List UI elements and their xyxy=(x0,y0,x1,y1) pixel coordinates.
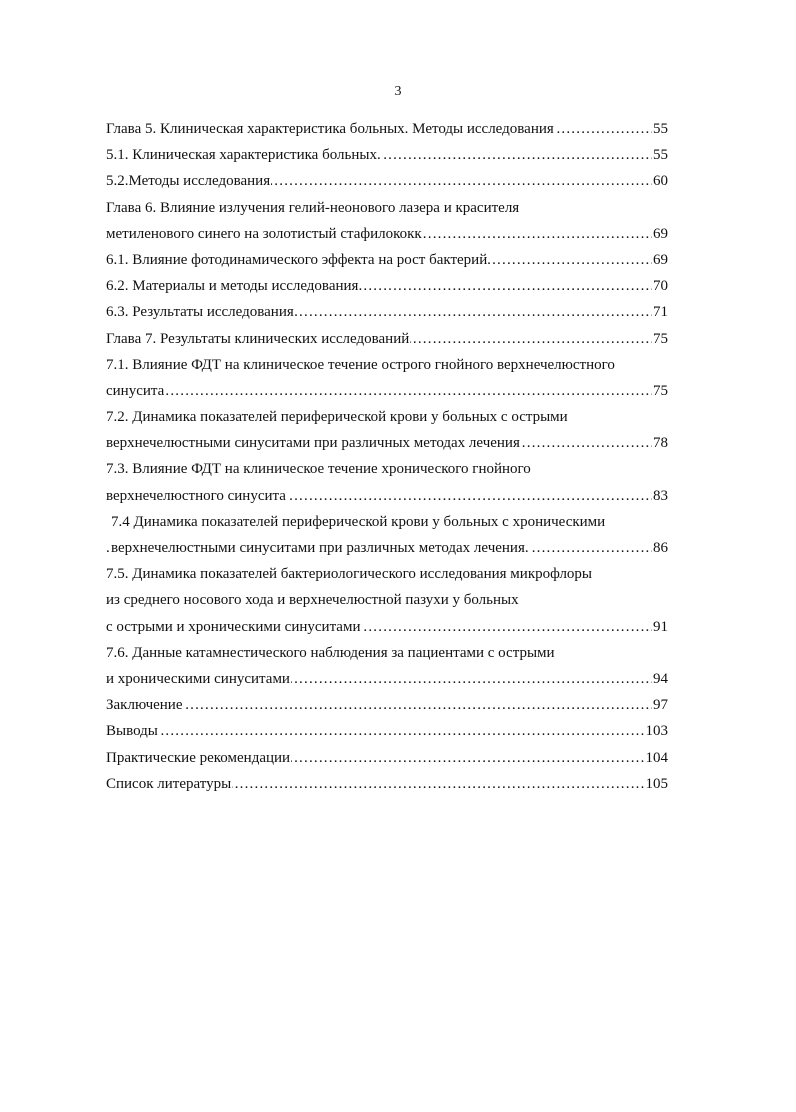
toc-entry-page: 69 xyxy=(652,221,668,247)
toc-entry xyxy=(106,456,668,482)
toc-entry-page: 69 xyxy=(652,247,668,273)
toc-entry-title: 6.1. Влияние фотодинамического эффекта на рост бактерий xyxy=(106,251,488,268)
toc-entry xyxy=(106,404,668,430)
toc-entry-title: Глава 5. Клиническая характеристика больных. Методы исследования xyxy=(106,121,554,137)
toc-entry xyxy=(106,299,668,325)
toc-entry xyxy=(106,430,668,456)
toc-entry-title: 7.1. Влияние ФДТ на клиническое течение острого гнойного верхнечелюстного xyxy=(106,356,615,373)
toc-entry xyxy=(106,168,668,194)
toc-entry xyxy=(106,378,668,404)
toc-entry-title: синусита xyxy=(106,382,165,399)
toc-entry xyxy=(106,352,668,378)
toc-entry-page: 105 xyxy=(645,771,669,797)
toc-entry-page: 86 xyxy=(652,535,668,561)
toc-entry xyxy=(106,692,668,718)
toc-entry-title: из среднего носового хода и верхнечелюстной пазухи у больных xyxy=(106,592,519,609)
toc-entry-title: метиленового синего на золотистый стафилококк xyxy=(106,225,422,242)
toc-entry xyxy=(106,666,668,692)
toc-entry xyxy=(106,247,668,273)
toc-entry-page: 78 xyxy=(652,430,668,456)
toc-entry-page: 83 xyxy=(652,483,668,509)
toc-entry-title: 5.2.Методы исследования xyxy=(106,173,271,190)
toc-entry xyxy=(106,640,668,666)
toc-entry xyxy=(106,142,668,168)
toc-entry-title: Глава 6. Влияние излучения гелий-неонового лазера и красителя xyxy=(106,199,520,216)
toc-entry-title: Заключение xyxy=(106,697,183,714)
toc-entry xyxy=(106,718,668,744)
toc-entry-page: 103 xyxy=(645,718,669,744)
toc-entry-page: 75 xyxy=(652,378,668,404)
toc-entry-title: 6.2. Материалы и методы исследования xyxy=(106,278,359,295)
toc-entry-title: Список литературы xyxy=(106,775,232,792)
toc-entry-title: 7.5. Динамика показателей бактериологического исследования микрофлоры xyxy=(106,566,593,583)
toc-entry xyxy=(106,116,668,142)
toc-entry xyxy=(106,587,668,613)
toc-entry xyxy=(106,483,668,509)
toc-entry-page: 55 xyxy=(652,116,668,142)
toc-entry-title: верхнечелюстными синуситами при различных методах лечения. xyxy=(111,540,529,556)
toc-entry-title: с острыми и хроническими синуситами xyxy=(106,618,361,635)
toc-entry-title: 7.6. Данные катамнестического наблюдения за пациентами с острыми xyxy=(106,644,555,661)
toc-entry-title: 7.3. Влияние ФДТ на клиническое течение хронического гнойного xyxy=(106,461,531,478)
toc-entry-page: 91 xyxy=(652,614,668,640)
toc-entry-page: 60 xyxy=(652,168,668,194)
toc-entry xyxy=(106,535,668,561)
toc-entry-title: 5.1. Клиническая характеристика больных. xyxy=(106,147,381,164)
toc-entry-page: 94 xyxy=(652,666,668,692)
page-number: 3 xyxy=(394,84,402,99)
toc-entry xyxy=(106,509,668,535)
toc-entry-title: Глава 7. Результаты клинических исследований xyxy=(106,330,410,347)
toc-entry-title: и хроническими синуситами xyxy=(106,670,290,687)
toc-entry xyxy=(106,614,668,640)
toc-entry xyxy=(106,195,668,221)
toc-entry xyxy=(106,221,668,247)
toc-entry-title: верхнечелюстного синусита xyxy=(106,487,286,504)
toc-entry-page: 70 xyxy=(652,273,668,299)
toc-entry-page: 104 xyxy=(645,745,669,771)
table-of-contents xyxy=(106,116,668,797)
toc-entry xyxy=(106,561,668,587)
toc-entry-page: 55 xyxy=(652,142,668,168)
toc-entry-title: верхнечелюстными синуситами при различных методах лечения xyxy=(106,435,520,452)
toc-entry-title: Выводы xyxy=(106,723,158,740)
toc-entry-title: 6.3. Результаты исследования xyxy=(106,304,294,321)
toc-entry-page: 71 xyxy=(652,299,668,325)
toc-entry-title: 7.4 Динамика показателей периферической крови у больных с хроническими xyxy=(111,513,606,530)
toc-entry-title: Практические рекомендации xyxy=(106,749,291,766)
toc-entry xyxy=(106,745,668,771)
toc-entry-page: 75 xyxy=(652,326,668,352)
toc-entry xyxy=(106,273,668,299)
toc-entry xyxy=(106,326,668,352)
toc-entry-title: 7.2. Динамика показателей периферической крови у больных с острыми xyxy=(106,409,568,426)
toc-entry-page: 97 xyxy=(652,692,668,718)
toc-entry xyxy=(106,771,668,797)
